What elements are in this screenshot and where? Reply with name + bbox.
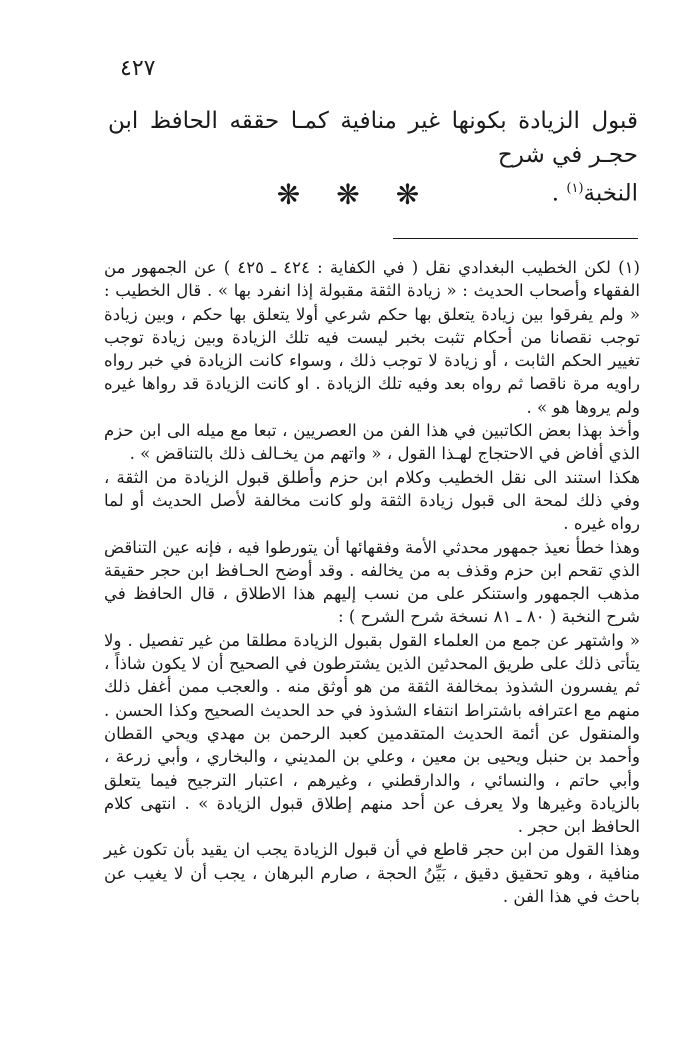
footnote-divider [393,238,638,239]
footnote-paragraph: وهذا القول من ابن حجر قاطع في أن قبول الزيادة يجب ان يقيد بأن تكون غير منافية ، وهو تحقيق دقيق ، بَيِّنُ الحجة ، صارم البرهان ، يجب أن لا يغيب عن باحث في هذا الفن . [104,840,640,907]
footnote-paragraph: « واشتهر عن جمع من العلماء القول بقبول الزيادة مطلقا من غير تفصيل . ولا يتأتى ذلك على طريق المحدثين الذين يشترطون في الصحيح أن لا يكون شاذاً ، ثم يفسرون الشذوذ بمخالفة الثقة من هو أوثق منه . والعجب ممن أغفل ذلك منهم مع اعترافه باشتراط انتفاء الشذوذ في حد الحديث الصحيح وكذا الحسن . والمنقول عن أئمة الحديث المتقدمين كعبد الرحمن بن مهدي ويحي القطان وأحمد بن حنبل ويحيى بن معين ، وعلي بن المديني ، والبخاري ، وأبي زرعة ، وأبي حاتم ، والنسائي ، والدارقطني ، وغيرهم ، اعتبار الترجيح فيما يتعلق بالزيادة وغيرها ولا يعرف عن أحد منهم إطلاق قبول الزيادة » . انتهى كلام الحافظ ابن حجر . [104,630,640,837]
footnotes [104,256,640,908]
main-text-line-1: قبول الزيادة بكونها غير منافية كمـا حققه الحافظ ابن حجـر في شرح [108,108,638,168]
main-text-line-2-end: . [551,180,567,207]
footnote-paragraph: (١) لكن الخطيب البغدادي نقل ( في الكفاية : ٤٢٤ ـ ٤٢٥ ) عن الجمهور من الفقهاء وأصحاب الحديث : « زيادة الثقة مقبولة إذا انفرد بها » . قال الخطيب : « ولم يفرقوا بين زيادة يتعلق بها حكم شرعي أولا يتعلق بها حكم ، وبين زيادة توجب نقصانا من أحكام تثبت بخبر ليست فيه تلك الزيادة وبين زيادة توجب تغيير الحكم الثابت ، أو زيادة لا توجب ذلك ، وسواء كانت الزيادة في خبر رواه راويه مرة ناقصا ثم رواه بعد وفيه تلك الزيادة . او كانت الزيادة قد رواها غيره ولم يروها هو » . [104,258,640,417]
footnote-paragraph: هكذا استند الى نقل الخطيب وكلام ابن حزم وأطلق قبول الزيادة من الثقة ، وفي ذلك لمحة الى قبول زيادة الثقة ولو كانت مخالفة لأصل الحديث أو لما رواه غيره . [104,467,640,534]
section-separator [0,178,696,211]
footnote-paragraph: وأخذ بهذا بعض الكاتبين في هذا الفن من العصريين ، تبعا مع ميله الى ابن حزم الذي أفاض في الاحتجاج لهـذا القول ، « واتهم من يخـالف ذلك بالتناقض » . [104,421,640,464]
page-number: ٤٢٧ [120,56,156,81]
footnote-paragraph: وهذا خطأ نعيذ جمهور محدثي الأمة وفقهائها أن يتورطوا فيه ، فإنه عين التناقض الذي تقحم ابن حزم وقذف به من يخالفه . وقد أوضح الحـافظ ابن حجر حقيقة مذهب الجمهور واستنكر على من نسب إليهم هذا الاطلاق ، قال الحافظ في شرح النخبة ( ٨٠ ـ ٨١ نسخة شرح الشرح ) : [104,537,640,627]
separator-asterisk-icon: ❋ [276,178,301,211]
footnote-reference: (١) [566,181,584,196]
separator-asterisk-icon: ❋ [395,178,420,211]
main-text-line-2: النخبة [583,180,638,207]
separator-asterisk-icon: ❋ [336,178,360,211]
